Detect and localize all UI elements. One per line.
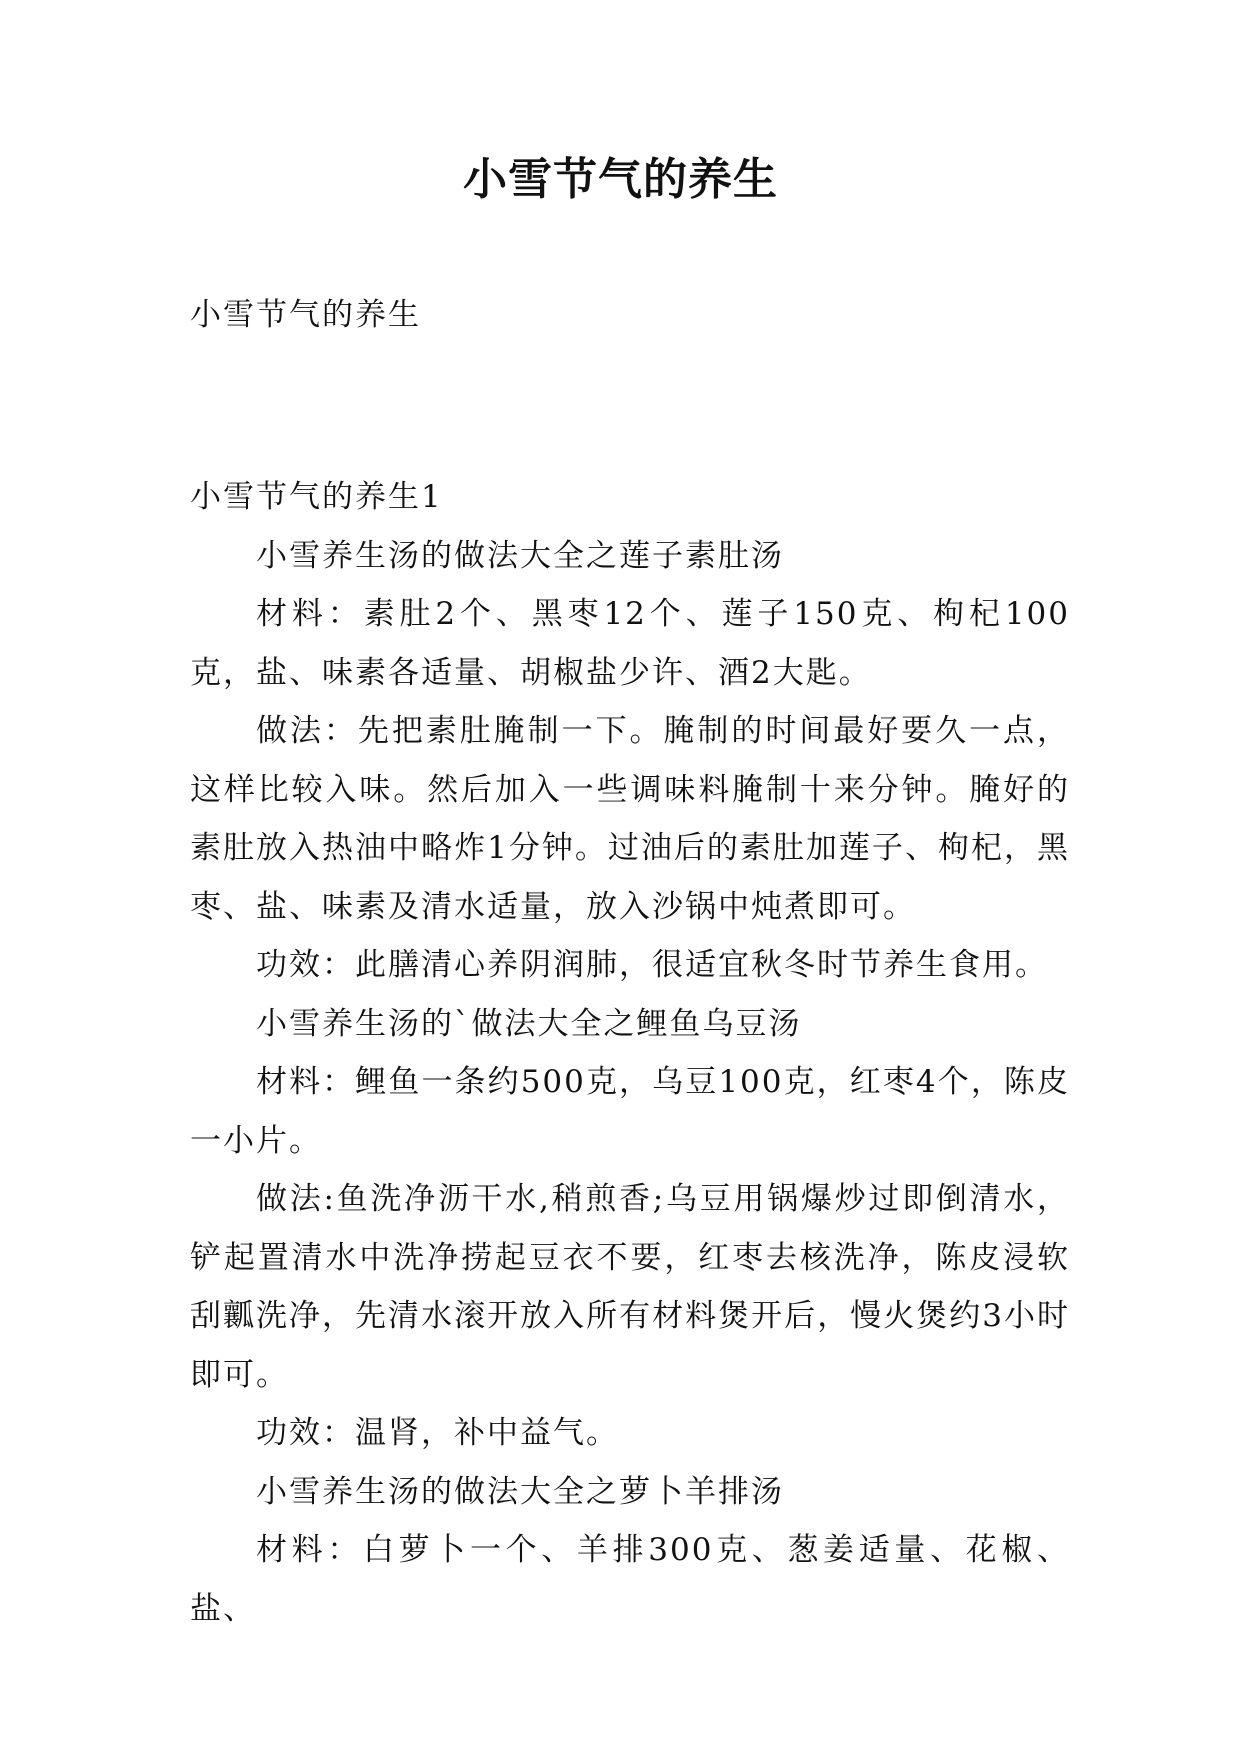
document-subtitle: 小雪节气的养生 xyxy=(190,297,421,333)
recipe-benefit: 功效：此膳清心养阴润肺，很适宜秋冬时节养生食用。 xyxy=(256,947,1048,983)
recipe-method: 做法：先把素肚腌制一下。腌制的时间最好要久一点，这样比较入味。然后加入一些调味料腌制十来分钟。腌好的素肚放入热油中略炸1分钟。过油后的素肚加莲子、枸杞，黑枣、盐、味素及清水适量，放入沙锅中炖煮即可。 xyxy=(190,713,1070,925)
recipe-method: 做法:鱼洗净沥干水,稍煎香;乌豆用锅爆炒过即倒清水，铲起置清水中洗净捞起豆衣不要，红枣去核洗净，陈皮浸软刮瓤洗净，先清水滚开放入所有材料煲开后，慢火煲约3小时即可。 xyxy=(190,1181,1070,1393)
recipe-heading: 小雪养生汤的`做法大全之鲤鱼乌豆汤 xyxy=(256,1005,802,1042)
recipe-ingredients: 材料：素肚2个、黑枣12个、莲子150克、枸杞100克，盐、味素各适量、胡椒盐少许、酒2大匙。 xyxy=(190,596,1070,691)
section-heading: 小雪节气的养生1 xyxy=(190,479,443,515)
recipe-ingredients: 材料：鲤鱼一条约500克，乌豆100克，红枣4个，陈皮一小片。 xyxy=(190,1064,1070,1159)
document-body xyxy=(190,468,1070,1638)
recipe-heading: 小雪养生汤的做法大全之莲子素肚汤 xyxy=(256,537,784,574)
recipe-benefit: 功效：温肾，补中益气。 xyxy=(256,1415,619,1451)
document-title: 小雪节气的养生 xyxy=(463,154,778,205)
recipe-ingredients: 材料：白萝卜一个、羊排300克、葱姜适量、花椒、盐、 xyxy=(190,1532,1070,1627)
recipe-heading: 小雪养生汤的做法大全之萝卜羊排汤 xyxy=(256,1473,784,1510)
